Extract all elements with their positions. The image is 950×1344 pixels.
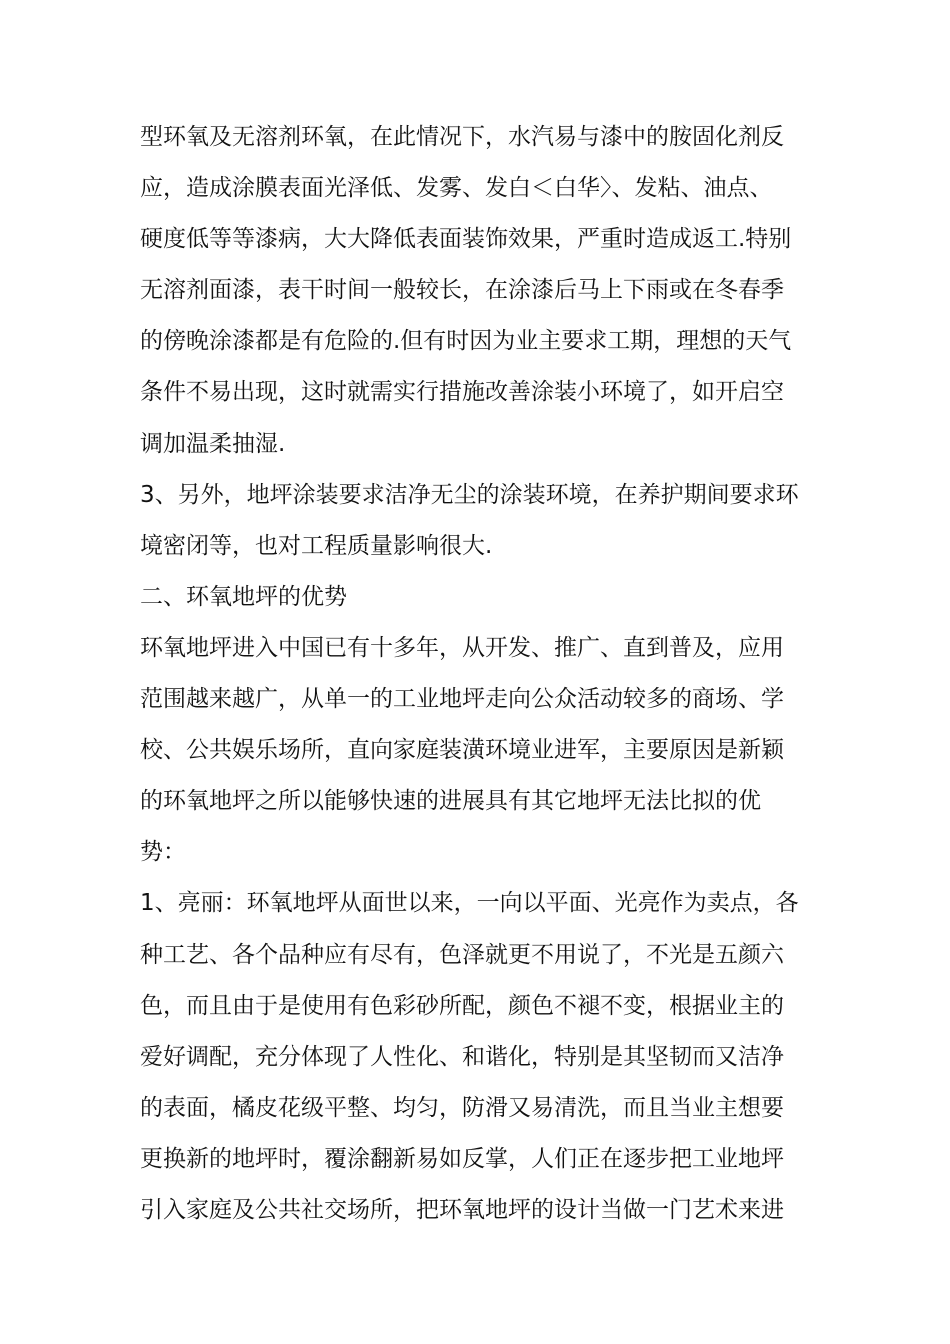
text-line: 环氧地坪进入中国已有十多年，从开发、推广、直到普及，应用 [140, 634, 784, 661]
text-line: 无溶剂面漆，表干时间一般较长，在涂漆后马上下雨或在冬春季 [140, 277, 784, 304]
text-line: 条件不易出现，这时就需实行措施改善涂装小环境了，如开启空 [140, 379, 784, 406]
text-line: 的表面，橘皮花级平整、均匀，防滑又易清洗，而且当业主想要 [140, 1094, 784, 1121]
document-body [140, 112, 820, 1236]
text-line: 引入家庭及公共社交场所，把环氧地坪的设计当做一门艺术来进 [140, 1196, 784, 1223]
text-line: 硬度低等等漆病，大大降低表面装饰效果，严重时造成返工.特别 [140, 226, 792, 253]
text-line: 调加温柔抽湿. [140, 430, 286, 457]
text-line: 校、公共娱乐场所，直向家庭装潢环境业进军，主要原因是新颖 [140, 737, 784, 764]
text-line: 的环氧地坪之所以能够快速的进展具有其它地坪无法比拟的优 [140, 788, 761, 815]
text-line: 应，造成涂膜表面光泽低、发雾、发白＜白华〉、发粘、油点、 [140, 175, 773, 202]
text-line: 色，而且由于是使用有色彩砂所配，颜色不褪不变，根据业主的 [140, 992, 784, 1019]
text-line: 的傍晚涂漆都是有危险的.但有时因为业主要求工期，理想的天气 [140, 328, 792, 355]
section-heading: 二、环氧地坪的优势 [140, 583, 347, 610]
text-line: 境密闭等，也对工程质量影响很大. [140, 532, 493, 559]
text-line: 种工艺、各个品种应有尽有，色泽就更不用说了，不光是五颜六 [140, 941, 784, 968]
text-line: 范围越来越广，从单一的工业地坪走向公众活动较多的商场、学 [140, 686, 784, 713]
text-line: 1、亮丽：环氧地坪从面世以来，一向以平面、光亮作为卖点，各 [140, 890, 799, 917]
text-line: 更换新的地坪时，覆涂翻新易如反掌，人们正在逐步把工业地坪 [140, 1145, 784, 1172]
text-line: 型环氧及无溶剂环氧，在此情况下，水汽易与漆中的胺固化剂反 [140, 124, 784, 150]
text-line: 3、另外，地坪涂装要求洁净无尘的涂装环境，在养护期间要求环 [140, 481, 799, 508]
text-line: 爱好调配，充分体现了人性化、和谐化，特别是其坚韧而又洁净 [140, 1043, 784, 1070]
text-line: 势： [140, 839, 186, 866]
